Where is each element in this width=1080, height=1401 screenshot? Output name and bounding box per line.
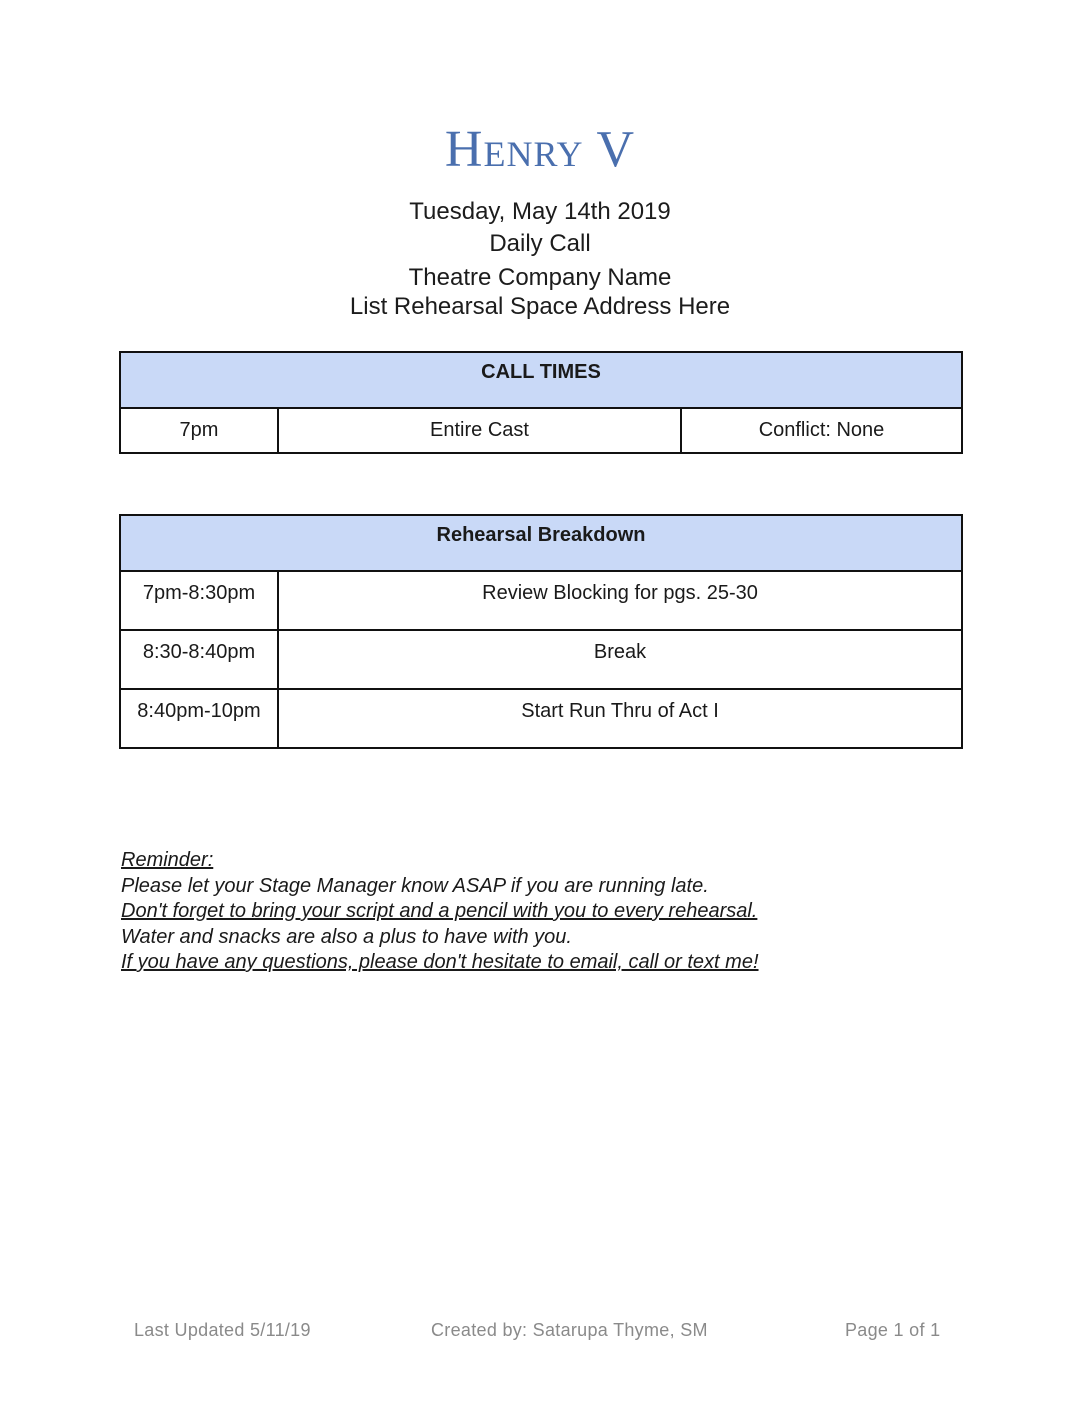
table-row	[120, 630, 962, 689]
table-row	[120, 689, 962, 748]
breakdown-time-cell: 8:40pm-10pm	[120, 689, 278, 748]
rehearsal-date: Tuesday, May 14th 2019	[409, 198, 671, 225]
call-times-header: CALL TIMES	[120, 352, 962, 408]
breakdown-header: Rehearsal Breakdown	[120, 515, 962, 571]
call-who-cell: Entire Cast	[278, 408, 681, 453]
reminder-heading: Reminder:	[121, 849, 214, 871]
footer-created-by: Created by: Satarupa Thyme, SM	[431, 1320, 708, 1340]
breakdown-activity-cell: Review Blocking for pgs. 25-30	[278, 571, 962, 630]
company-name: Theatre Company Name	[408, 264, 672, 291]
footer-page-number: Page 1 of 1	[845, 1320, 941, 1340]
document-subtitle: Daily Call	[489, 230, 591, 257]
reminder-line: Water and snacks are also a plus to have with you.	[121, 925, 572, 948]
breakdown-time-cell: 8:30-8:40pm	[120, 630, 278, 689]
reminder-line: Please let your Stage Manager know ASAP if you are running late.	[121, 874, 709, 897]
reminder-block	[121, 848, 881, 976]
call-conflict-cell: Conflict: None	[681, 408, 962, 453]
rehearsal-address: List Rehearsal Space Address Here	[349, 293, 731, 320]
breakdown-time-cell: 7pm-8:30pm	[120, 571, 278, 630]
reminder-line: Don't forget to bring your script and a pencil with you to every rehearsal.	[121, 900, 758, 922]
document-title: Henry V	[444, 121, 636, 178]
call-time-cell: 7pm	[120, 408, 278, 453]
table-row	[120, 408, 962, 453]
call-times-table	[119, 351, 963, 454]
table-row	[120, 571, 962, 630]
reminder-line: If you have any questions, please don't hesitate to email, call or text me!	[121, 951, 759, 973]
rehearsal-breakdown-table	[119, 514, 963, 749]
breakdown-activity-cell: Break	[278, 630, 962, 689]
footer-last-updated: Last Updated 5/11/19	[134, 1320, 311, 1340]
breakdown-activity-cell: Start Run Thru of Act I	[278, 689, 962, 748]
